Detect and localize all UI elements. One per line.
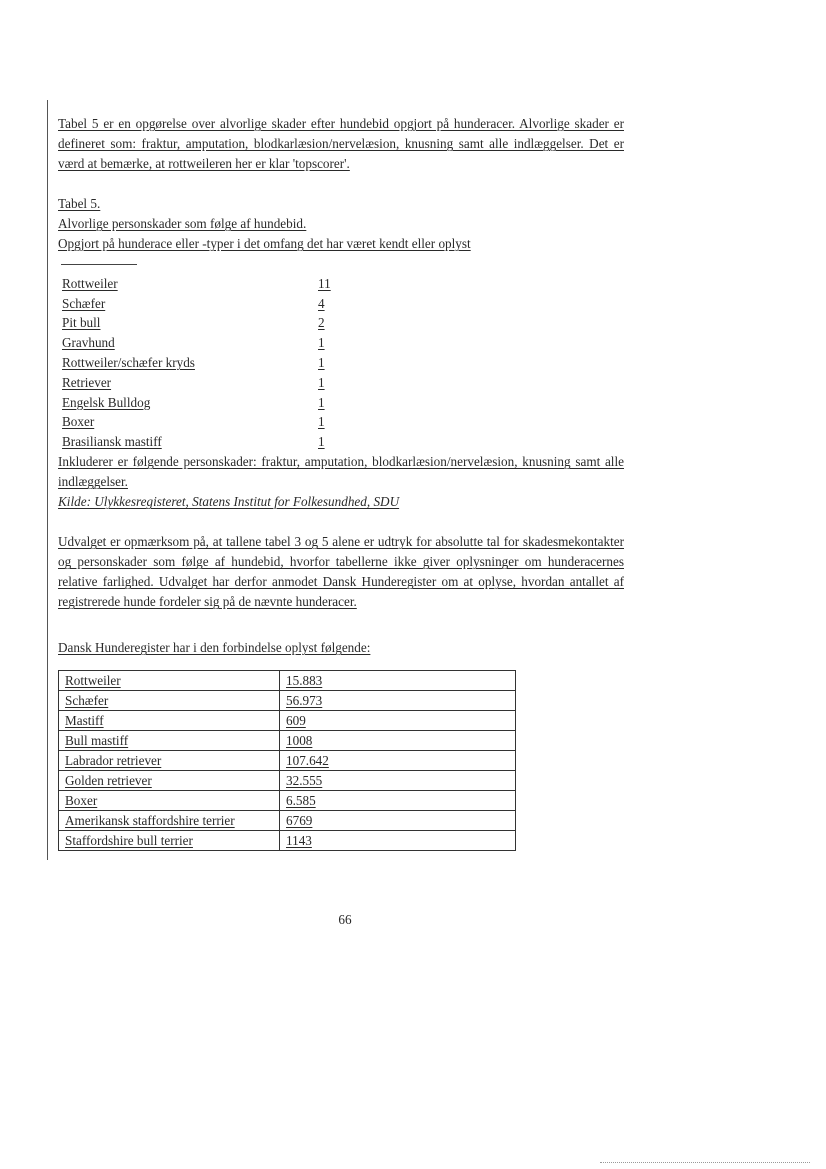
list-item — [58, 373, 624, 393]
list-item — [58, 432, 624, 452]
breed-name: Rottweiler — [62, 275, 118, 291]
table-row — [59, 671, 516, 691]
breed-name: Brasiliansk mastiff — [62, 434, 162, 450]
table-row — [59, 711, 516, 731]
table-row — [59, 831, 516, 851]
list-item — [58, 353, 624, 373]
table-row — [59, 751, 516, 771]
table-row — [59, 771, 516, 791]
breed-cell: Boxer — [59, 791, 280, 811]
breed-name: Pit bull — [62, 315, 101, 331]
breed-cell: Schæfer — [59, 691, 280, 711]
table-row — [59, 731, 516, 751]
breed-cell: Amerikansk staffordshire terrier — [59, 811, 280, 831]
table5-title: Tabel 5. — [58, 196, 101, 211]
injury-count: 1 — [318, 335, 325, 351]
breed-name: Schæfer — [62, 295, 106, 311]
register-intro: Dansk Hunderegister har i den forbindelse oplyst følgende: — [58, 640, 371, 656]
table-row — [59, 791, 516, 811]
count-cell: 609 — [280, 711, 516, 731]
list-item — [58, 333, 624, 353]
count-cell: 6769 — [280, 811, 516, 831]
count-cell: 1008 — [280, 731, 516, 751]
breed-cell: Staffordshire bull terrier — [59, 831, 280, 851]
injury-count: 1 — [318, 394, 325, 410]
intro-paragraph: Tabel 5 er en opgørelse over alvorlige skader efter hundebid opgjort på hunderacer. Alvorlige skader er defineret som: fraktur, amputation, blodkarlæsion/nervelæsion, knusning samt alle indlæggelser. Det er værd at bemærke, at rottweileren her er klar 'topscorer'. — [58, 116, 624, 171]
table5-rule — [61, 264, 137, 265]
committee-paragraph: Udvalget er opmærksom på, at tallene tabel 3 og 5 alene er udtryk for absolutte tal for skadesmekontakter og personskader som følge af hundebid, hvorfor tabellerne ikke giver oplysninger om hunderacernes relative farlighed. Udvalget har derfor anmodet Dansk Hunderegister om at oplyse, hvordan antallet af registrerede hunde fordeler sig på de nævnte hunderacer. — [58, 534, 624, 610]
breed-cell: Golden retriever — [59, 771, 280, 791]
breed-name: Rottweiler/schæfer kryds — [62, 354, 195, 370]
list-item — [58, 393, 624, 413]
count-cell: 107.642 — [280, 751, 516, 771]
injury-count: 1 — [318, 414, 325, 430]
list-item — [58, 314, 624, 334]
table-row — [59, 811, 516, 831]
injury-count: 1 — [318, 354, 325, 370]
count-cell: 32.555 — [280, 771, 516, 791]
table5-subtitle: Alvorlige personskader som følge af hundebid. — [58, 216, 307, 231]
register-table — [58, 670, 516, 851]
page-number: 66 — [338, 912, 352, 927]
breed-name: Gravhund — [62, 335, 115, 351]
count-cell: 1143 — [280, 831, 516, 851]
list-item — [58, 294, 624, 314]
count-cell: 15.883 — [280, 671, 516, 691]
scan-margin-line — [47, 100, 48, 860]
table-row — [59, 691, 516, 711]
table5-caption: Opgjort på hunderace eller -typer i det omfang det har været kendt eller oplyst — [58, 236, 471, 251]
injury-count: 2 — [318, 315, 325, 331]
injury-count: 1 — [318, 434, 325, 450]
breed-name: Retriever — [62, 374, 112, 390]
breed-name: Boxer — [62, 414, 95, 430]
breed-cell: Bull mastiff — [59, 731, 280, 751]
scan-edge-artifact — [600, 1162, 810, 1163]
injury-count: 11 — [318, 275, 331, 291]
count-cell: 56.973 — [280, 691, 516, 711]
document-body — [58, 114, 624, 851]
injury-count: 4 — [318, 295, 325, 311]
injury-count: 1 — [318, 374, 325, 390]
breed-cell: Labrador retriever — [59, 751, 280, 771]
table5-note: Inkluderer er følgende personskader: fraktur, amputation, blodkarlæsion/nervelæsion, knusning samt alle indlæggelser. — [58, 454, 624, 490]
breed-cell: Rottweiler — [59, 671, 280, 691]
list-item — [58, 274, 624, 294]
count-cell: 6.585 — [280, 791, 516, 811]
table5-source: Kilde: Ulykkesregisteret, Statens Institut for Folkesundhed, SDU — [58, 494, 400, 510]
breed-name: Engelsk Bulldog — [62, 394, 151, 410]
list-item — [58, 413, 624, 433]
breed-cell: Mastiff — [59, 711, 280, 731]
table5-list — [58, 274, 624, 452]
